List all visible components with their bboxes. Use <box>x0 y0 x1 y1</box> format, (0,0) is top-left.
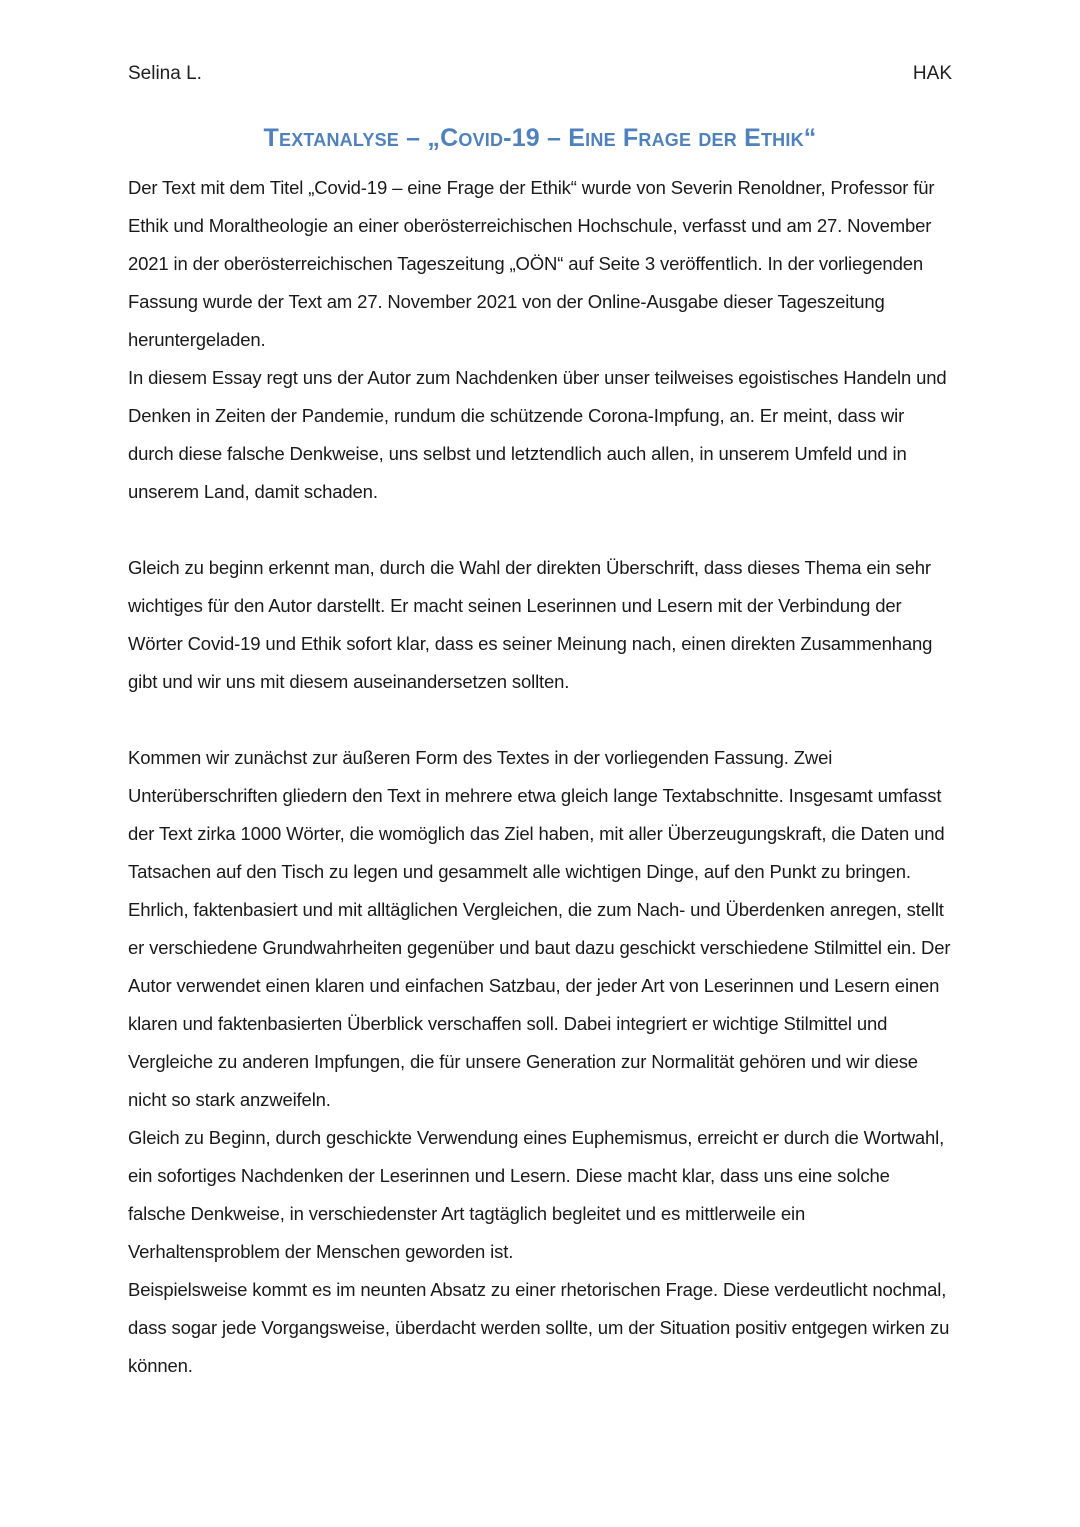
author-name: Selina L. <box>128 63 202 84</box>
paragraph-euphemism: Gleich zu Beginn, durch geschickte Verwendung eines Euphemismus, erreicht er durch die Wortwahl, ein sofortiges Nachdenken der Leserinnen und Lesern. Diese macht klar, dass uns eine solche falsche Denkweise, in verschiedenster Art tagtäglich begleitet und es mittlerweile ein Verhaltensproblem der Menschen geworden ist. <box>128 1127 945 1262</box>
school-tag: HAK <box>912 63 952 84</box>
document-header <box>128 62 952 86</box>
document-body <box>128 169 952 1385</box>
paragraph-rhetorical-question: Beispielsweise kommt es im neunten Absatz zu einer rhetorischen Frage. Diese verdeutlicht nochmal, dass sogar jede Vorgangsweise, überdacht werden sollte, um der Situation positiv entgegen wirken zu können. <box>128 1279 950 1376</box>
paragraph-source-info: Der Text mit dem Titel „Covid-19 – eine Frage der Ethik“ wurde von Severin Renoldner, Professor für Ethik und Moraltheologie an einer oberösterreichischen Hochschule, verfasst und am 27. November 2021 in der oberösterreichischen Tageszeitung „OÖN“ auf Seite 3 veröffentlich. In der vorliegenden Fassung wurde der Text am 27. November 2021 von der Online-Ausgabe dieser Tageszeitung heruntergeladen. <box>128 177 935 350</box>
paragraph-style-analysis: Ehrlich, faktenbasiert und mit alltäglichen Vergleichen, die zum Nach- und Überdenken anregen, stellt er verschiedene Grundwahrheiten gegenüber und baut dazu geschickt verschiedene Stilmittel ein. Der Autor verwendet einen klaren und einfachen Satzbau, der jeder Art von Leserinnen und Lesern einen klaren und faktenbasierten Überblick verschaffen soll. Dabei integriert er wichtige Stilmittel und Vergleiche zu anderen Impfungen, die für unsere Generation zur Normalität gehören und wir diese nicht so stark anzweifeln. <box>128 899 951 1110</box>
paragraph-outer-form: Kommen wir zunächst zur äußeren Form des Textes in der vorliegenden Fassung. Zwei Unterüberschriften gliedern den Text in mehrere etwa gleich lange Textabschnitte. Insgesamt umfasst der Text zirka 1000 Wörter, die womöglich das Ziel haben, mit aller Überzeugungskraft, die Daten und Tatsachen auf den Tisch zu legen und gesammelt alle wichtigen Dinge, auf den Punkt zu bringen. <box>128 747 945 882</box>
paragraph-essay-topic: In diesem Essay regt uns der Autor zum Nachdenken über unser teilweises egoistisches Handeln und Denken in Zeiten der Pandemie, rundum die schützende Corona-Impfung, an. Er meint, dass wir durch diese falsche Denkweise, uns selbst und letztendlich auch allen, in unserem Umfeld und in unserem Land, damit schaden. <box>128 367 947 502</box>
paragraph-headline-analysis: Gleich zu beginn erkennt man, durch die Wahl der direkten Überschrift, dass dieses Thema ein sehr wichtiges für den Autor darstellt. Er macht seinen Leserinnen und Lesern mit der Verbindung der Wörter Covid-19 und Ethik sofort klar, dass es seiner Meinung nach, einen direkten Zusammenhang gibt und wir uns mit diesem auseinandersetzen sollten. <box>128 557 933 692</box>
document-title: Textanalyse – „Covid-19 – Eine Frage der Ethik“ <box>263 124 817 152</box>
